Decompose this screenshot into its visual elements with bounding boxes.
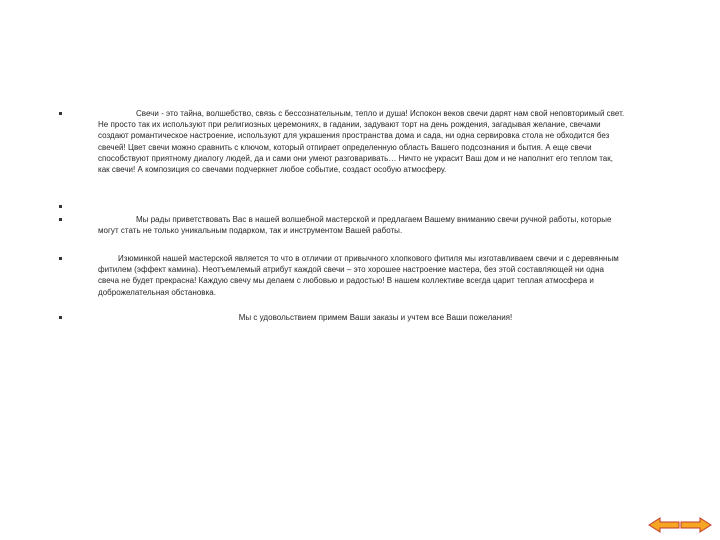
next-slide-button[interactable] [680, 515, 712, 535]
bullet-icon [59, 316, 62, 319]
prev-slide-button[interactable] [648, 515, 680, 535]
bullet-icon [59, 112, 62, 115]
next-slide-arrow-icon [680, 515, 712, 535]
paragraph-wooden-wick: Изюминкой нашей мастерской является то что в отличии от привычного хлопкового фитиля мы изготавливаем свечи и с деревянным фитилем (эффект камина). Неотъемлемый атрибут каждой свечи – это хорошее настроение мастера, без этой составляющей ни одна свеча не будет прекрасна! Каждую свечу мы делаем с любовью и радостью! В нашем коллективе всегда царит теплая атмосфера и доброжелательная обстановка. [98, 254, 619, 297]
bullet-icon [59, 218, 62, 221]
paragraph-welcome: Мы рады приветствовать Вас в нашей волшебной мастерской и предлагаем Вашему вниманию свечи ручной работы, которые могут стать не только уникальным подарком, так и инструментом Вашей работы. [98, 215, 612, 236]
paragraph-orders: Мы с удовольствием примем Ваши заказы и учтем все Ваши пожелания! [238, 313, 513, 322]
bullet-icon [59, 205, 62, 208]
bullet-icon [59, 257, 62, 260]
prev-slide-arrow-icon [648, 515, 680, 535]
paragraph-intro: Свечи - это тайна, волшебство, связь с бессознательным, тепло и душа! Испокон веков свечи дарят нам свой неповторимый свет. Не просто так их используют при религиозных церемониях, в гадании, задувают торт на день рождения, загадывая желание, свечами создают романтическое настроение, используют для украшения пространства дома и сада, ни одна сервировка стола не обходится без свечей! Цвет свечи можно сравнить с ключом, который отпирает определенную область Вашего подсознания и бытия. А еще свечи способствуют приятному диалогу людей, да и сами они умеют разговаривать… Ничто не украсит Ваш дом и не наполнит его теплом так, как свечи! А композиция со свечами подчеркнет любое событие, создаст особую атмосферу. [98, 109, 625, 175]
slide-navigation [648, 515, 712, 535]
